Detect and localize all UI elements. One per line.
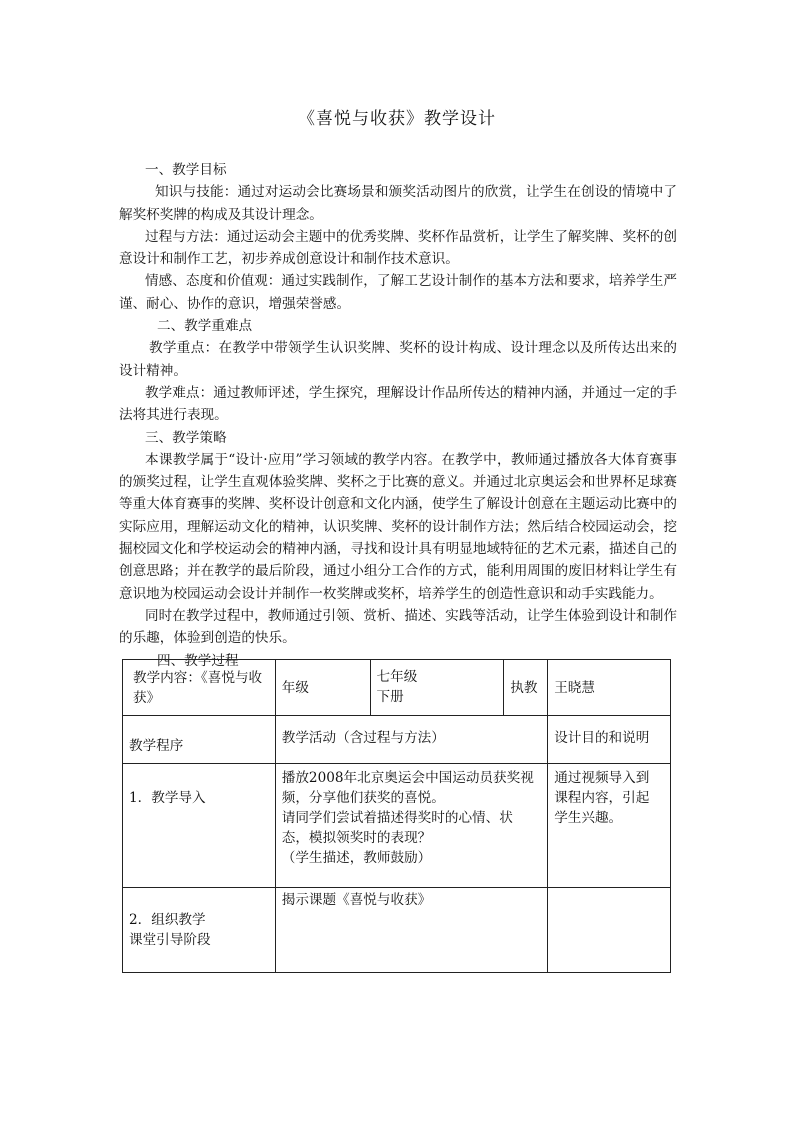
activity-line: 揭示课题《喜悦与收获》 — [281, 892, 432, 908]
procedure-cell — [123, 764, 276, 888]
activity-line: 播放2008年北京奥运会中国运动员获奖视频，分享他们获奖的喜悦。 — [281, 770, 534, 806]
table-column-header-row — [123, 716, 671, 764]
teacher-label: 执教 — [510, 680, 538, 696]
table-row — [123, 888, 671, 973]
purpose-cell — [548, 888, 671, 973]
table-header-row — [123, 660, 671, 716]
procedure-cell — [123, 888, 276, 973]
procedure-text: 1．教学导入 — [129, 790, 206, 806]
teaching-process-table — [122, 659, 671, 973]
purpose-header: 设计目的和说明 — [554, 730, 650, 746]
procedure-header-cell — [123, 716, 276, 764]
activity-line: 请同学们尝试着描述得奖时的心情、状态，模拟领奖时的表现？ — [281, 810, 513, 846]
paragraph-goal-process: 过程与方法：通过运动会主题中的优秀奖牌、奖杯作品赏析，让学生了解奖牌、奖杯的创意设计和制作工艺，初步养成创意设计和制作技术意识。 — [119, 228, 677, 268]
purpose-text — [548, 888, 670, 890]
grade-value-cell — [370, 660, 504, 716]
paragraph-difficult-point: 教学难点：通过教师评述，学生探究，理解设计作品所传达的精神内涵，并通过一定的手法将其进行表现。 — [119, 384, 677, 424]
purpose-text: 通过视频导入到课程内容，引起学生兴趣。 — [554, 770, 650, 826]
procedure-line: 课堂引导阶段 — [129, 932, 211, 948]
grade-value-line1: 七年级 — [376, 669, 418, 685]
content-label: 教学内容：《喜悦与收获》 — [133, 670, 263, 706]
document-body — [119, 159, 677, 672]
document-title: 《喜悦与收获》教学设计 — [298, 109, 496, 129]
purpose-header-cell — [548, 716, 671, 764]
section-heading-process: 四、教学过程 — [157, 652, 239, 669]
activity-cell — [275, 888, 547, 973]
paragraph-goal-knowledge: 知识与技能：通过对运动会比赛场景和颁奖活动图片的欣赏，让学生在创设的情境中了解奖杯奖牌的构成及其设计理念。 — [119, 184, 677, 223]
paragraph-strategy-2: 同时在教学过程中，教师通过引领、赏析、描述、实践等活动，让学生体验到设计和制作的乐趣，体验到创造的快乐。 — [119, 607, 677, 647]
activity-header: 教学活动（含过程与方法） — [281, 730, 445, 746]
procedure-line: 2．组织教学 — [129, 912, 206, 928]
grade-label-cell — [275, 660, 370, 716]
activity-cell — [275, 764, 547, 888]
teacher-name: 王晓慧 — [554, 680, 595, 696]
paragraph-strategy-1: 本课教学属于“设计·应用”学习领域的教学内容。在教学中，教师通过播放各大体育赛事的颁奖过程，让学生直观体验奖牌、奖杯之于比赛的意义。并通过北京奥运会和世界杯足球赛等重大体育赛事的奖牌、奖杯设计创意和文化内涵，使学生了解设计创意在主题运动比赛中的实际应用，理解运动文化的精神，认识奖牌、奖杯的设计制作方法；然后结合校园运动会，挖掘校园文化和学校运动会的精神内涵，寻找和设计具有明显地域特征的艺术元素，描述自己的创意思路；并在教学的最后阶段，通过小组分工合作的方式，能利用周围的废旧材料让学生有意识地为校园运动会设计并制作一枚奖牌或奖杯，培养学生的创造性意识和动手实践能力。 — [119, 451, 677, 602]
grade-label: 年级 — [281, 680, 309, 696]
teacher-label-cell — [504, 660, 548, 716]
section-heading-key-points: 二、教学重难点 — [157, 318, 253, 335]
grade-value-line2: 下册 — [376, 689, 404, 705]
section-heading-goals: 一、教学目标 — [145, 162, 227, 178]
section-heading-strategy: 三、教学策略 — [145, 429, 227, 446]
paragraph-goal-emotion: 情感、态度和价值观：通过实践制作，了解工艺设计制作的基本方法和要求，培养学生严谨、耐心、协作的意识，增强荣誉感。 — [119, 273, 677, 312]
activity-line: （学生描述，教师鼓励） — [281, 850, 432, 866]
purpose-cell — [548, 764, 671, 888]
table-row — [123, 764, 671, 888]
paragraph-key-point: 教学重点：在教学中带领学生认识奖牌、奖杯的设计构成、设计理念以及所传达出来的设计精神。 — [119, 340, 677, 379]
teacher-name-cell — [548, 660, 671, 716]
content-cell — [123, 660, 276, 716]
activity-header-cell — [275, 716, 547, 764]
procedure-header: 教学程序 — [129, 738, 184, 754]
